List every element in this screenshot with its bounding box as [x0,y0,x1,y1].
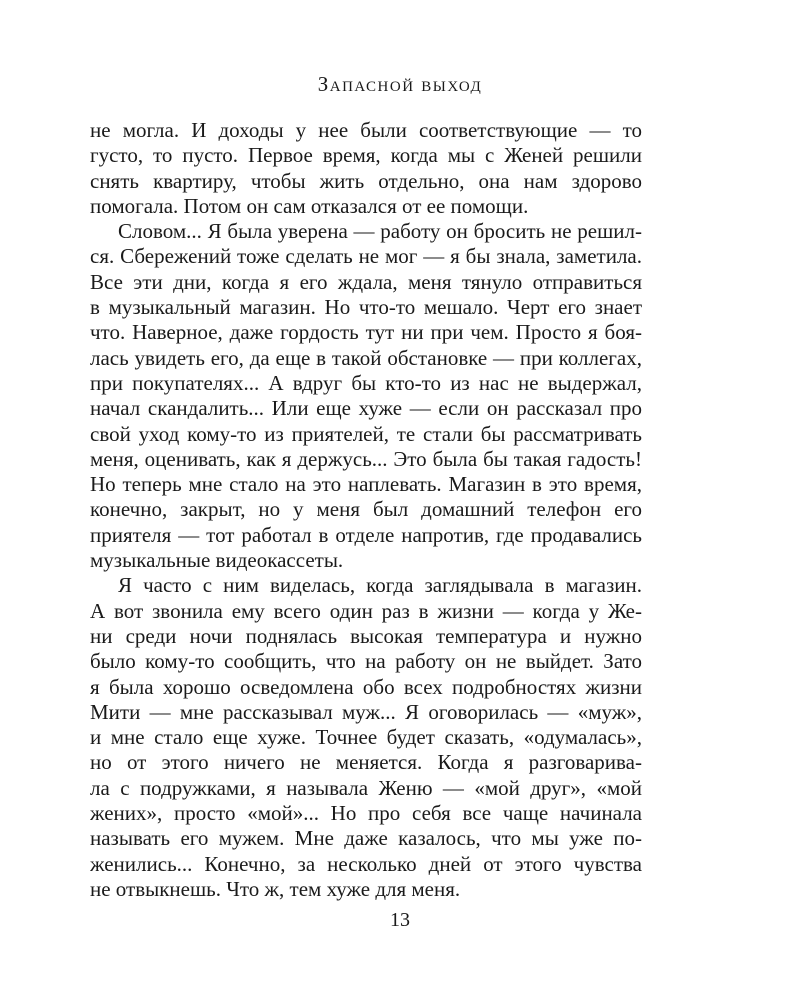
text-line: но от этого ничего не меняется. Когда я разговарива- [90,750,642,775]
text-line: Все эти дни, когда я его ждала, меня тянуло отправиться [90,269,642,294]
text-line: не могла. И доходы у нее были соответствующие — то [90,118,642,142]
text-line: помогала. Потом он сам отказался от ее помощи. [90,193,529,218]
text-line: Словом... Я была уверена — работу он бросить не решил- [118,219,642,244]
text-line: ся. Сбережений тоже сделать не мог — я бы знала, заметила. [90,244,642,269]
text-line: Но теперь мне стало на это наплевать. Магазин в это время, [90,472,642,497]
text-line: ни среди ночи поднялась высокая температура и нужно [90,623,642,648]
text-line: жених», просто «мой»... Но про себя все чаще начинала [90,801,642,826]
text-line: в музыкальный магазин. Но что-то мешало. Черт его знает [90,295,642,320]
text-line: снять квартиру, чтобы жить отдельно, она нам здорово [90,168,642,193]
text-line: я была хорошо осведомлена обо всех подробностях жизни [90,674,642,699]
text-line: было кому-то сообщить, что на работу он не выйдет. Зато [90,649,642,674]
text-line: конечно, закрыт, но у меня был домашний телефон его [90,497,642,522]
text-line: свой уход кому-то из приятелей, те стали бы рассматривать [90,421,642,446]
text-line: что. Наверное, даже гордость тут ни при чем. Просто я боя- [90,320,642,345]
text-line: меня, оценивать, как я держусь... Это была бы такая гадость! [90,446,642,471]
text-line: музыкальные видеокассеты. [90,548,344,573]
text-line: начал скандалить... Или еще хуже — если он рассказал про [90,396,642,421]
text-line: и мне стало еще хуже. Точнее будет сказать, «одумалась», [90,725,642,750]
page-number: 13 [390,909,410,931]
text-line: густо, то пусто. Первое время, когда мы с Женей решили [90,143,642,168]
text-line: Я часто с ним виделась, когда заглядывала в магазин. [118,573,642,598]
text-line: при покупателях... А вдруг бы кто-то из нас не выдержал, [90,370,642,395]
text-line: не отвыкнешь. Что ж, тем хуже для меня. [90,876,461,901]
running-head: Запасной выход [317,72,483,96]
text-line: Мити — мне рассказывал муж... Я оговорилась — «муж», [90,699,642,724]
text-line: приятеля — тот работал в отделе напротив, где продавались [90,522,642,547]
text-line: называть его мужем. Мне даже казалось, что мы уже по- [90,826,642,851]
text-line: ла с подружками, я называла Женю — «мой друг», «мой [90,775,642,800]
text-line: лась увидеть его, да еще в такой обстановке — при коллегах, [90,345,642,370]
body-text [90,118,642,902]
text-line: женились... Конечно, за несколько дней от этого чувства [90,851,642,876]
text-line: А вот звонила ему всего один раз в жизни — когда у Же- [90,598,642,623]
